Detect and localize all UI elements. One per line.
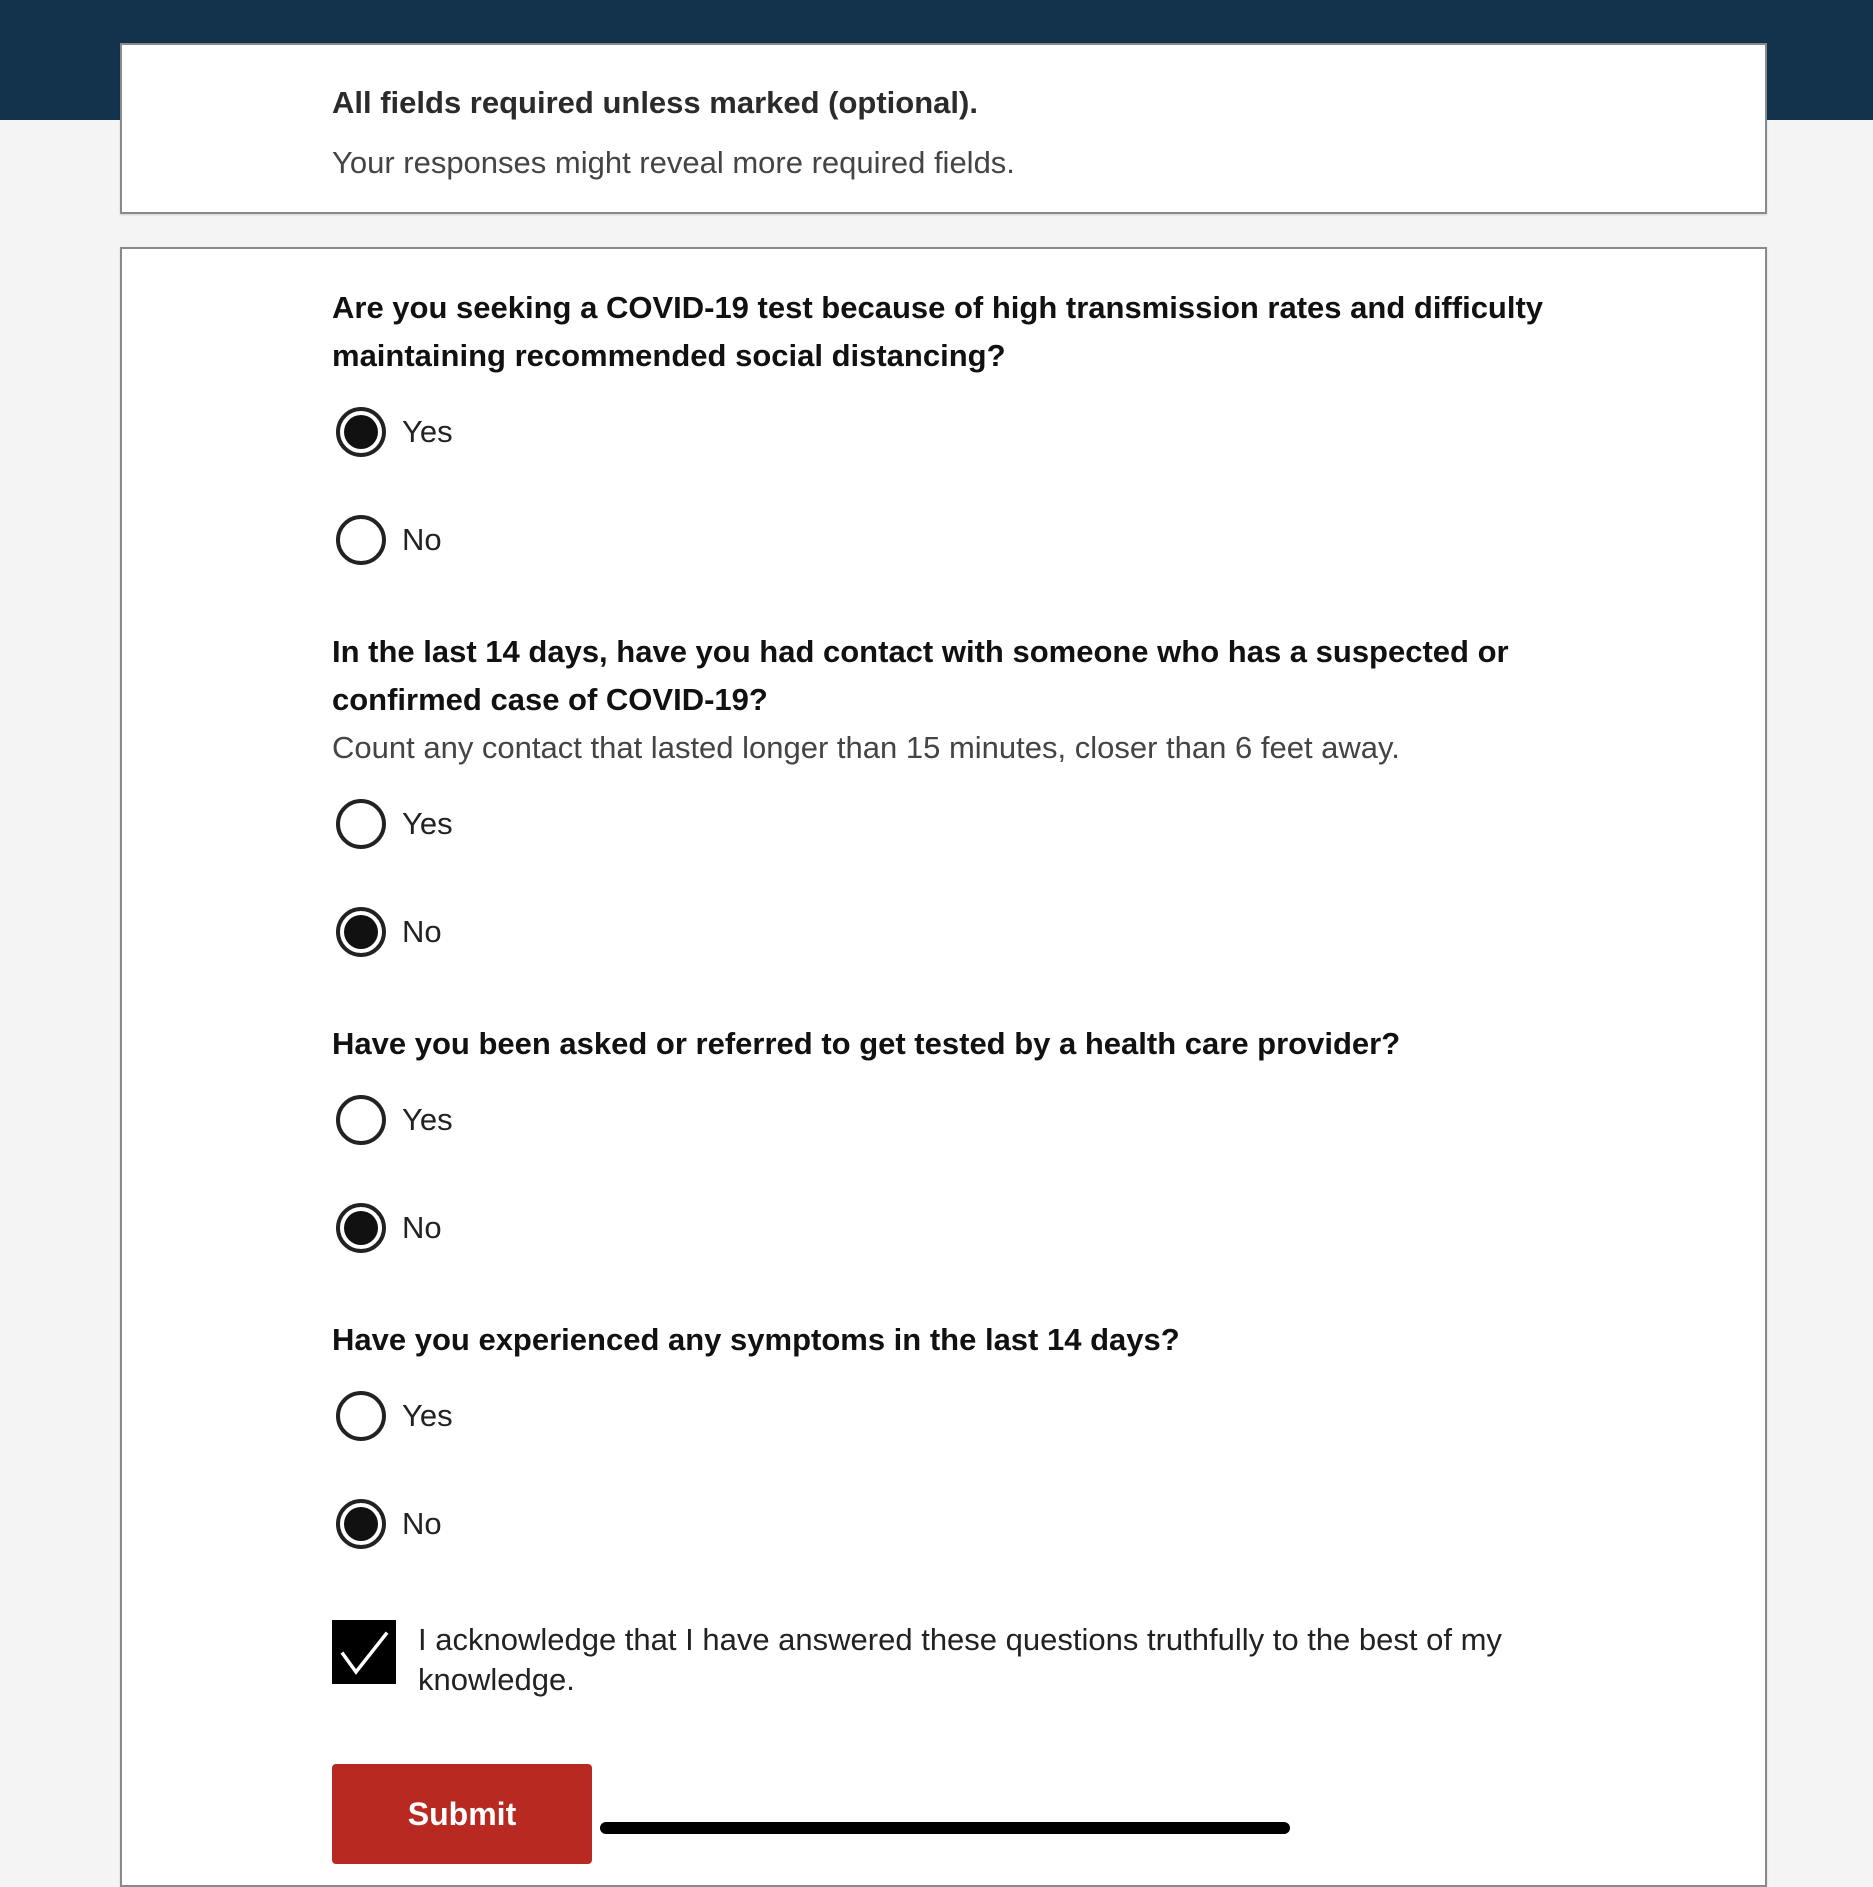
- question-2-label-yes: Yes: [402, 806, 453, 841]
- question-4-label-no: No: [402, 1506, 442, 1541]
- home-indicator: [600, 1822, 1290, 1834]
- question-4-label-yes: Yes: [402, 1398, 453, 1433]
- question-1-radio-no[interactable]: [336, 515, 386, 565]
- required-fields-notice: [120, 43, 1767, 214]
- question-1-option-yes[interactable]: [332, 402, 453, 462]
- notice-title: All fields required unless marked (optional).: [332, 85, 978, 120]
- question-3-option-no[interactable]: [332, 1198, 442, 1258]
- acknowledgement-checkbox[interactable]: [332, 1620, 396, 1684]
- question-3-text: Have you been asked or referred to get tested by a health care provider?: [332, 1026, 1401, 1061]
- question-1-option-no[interactable]: [332, 510, 442, 570]
- question-2-radio-yes[interactable]: [336, 799, 386, 849]
- acknowledgement-row[interactable]: [332, 1620, 1582, 1700]
- question-2-hint: Count any contact that lasted longer than 15 minutes, closer than 6 feet away.: [332, 730, 1400, 765]
- question-1-text: Are you seeking a COVID-19 test because of high transmission rates and difficulty maintaining recommended social distancing?: [332, 290, 1544, 373]
- question-2-option-yes[interactable]: [332, 794, 453, 854]
- submit-button[interactable]: Submit: [332, 1764, 592, 1864]
- question-3-label-no: No: [402, 1210, 442, 1245]
- question-3-label-yes: Yes: [402, 1102, 453, 1137]
- question-3-radio-yes[interactable]: [336, 1095, 386, 1145]
- screening-form: [120, 247, 1767, 1887]
- question-2-text: In the last 14 days, have you had contact with someone who has a suspected or confirmed case of COVID-19?: [332, 634, 1509, 717]
- question-1-radio-yes[interactable]: [336, 407, 386, 457]
- question-1-label-no: No: [402, 522, 442, 557]
- question-2-radio-no[interactable]: [336, 907, 386, 957]
- question-3-radio-no[interactable]: [336, 1203, 386, 1253]
- question-1-label-yes: Yes: [402, 414, 453, 449]
- question-2-option-no[interactable]: [332, 902, 442, 962]
- notice-subtitle: Your responses might reveal more required fields.: [332, 145, 1015, 180]
- question-4-option-yes[interactable]: [332, 1386, 453, 1446]
- question-4-option-no[interactable]: [332, 1494, 442, 1554]
- question-4-radio-no[interactable]: [336, 1499, 386, 1549]
- checkmark-icon: [336, 1624, 392, 1680]
- question-4-text: Have you experienced any symptoms in the last 14 days?: [332, 1322, 1180, 1357]
- question-2-label-no: No: [402, 914, 442, 949]
- acknowledgement-label: I acknowledge that I have answered these questions truthfully to the best of my knowledge.: [418, 1622, 1502, 1697]
- question-4-radio-yes[interactable]: [336, 1391, 386, 1441]
- question-3-option-yes[interactable]: [332, 1090, 453, 1150]
